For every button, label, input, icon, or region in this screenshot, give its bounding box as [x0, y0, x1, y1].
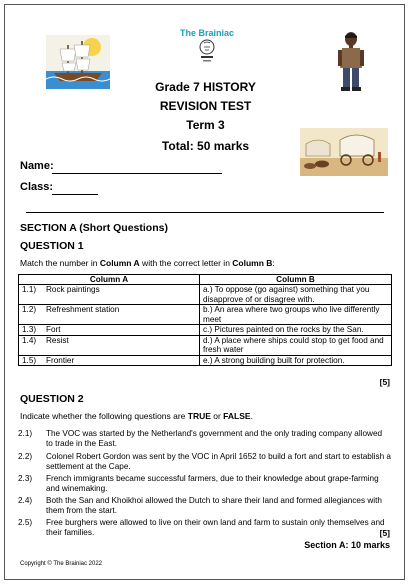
- class-field[interactable]: [52, 194, 98, 195]
- table-row: 1.3) Fort c.) Pictures painted on the rocks by the San.: [19, 325, 392, 336]
- term-title: Term 3: [186, 118, 225, 132]
- q1-marks: [5]: [379, 377, 390, 387]
- col-a-header: Column A: [19, 275, 200, 285]
- section-a-title: SECTION A (Short Questions): [20, 222, 168, 234]
- table-row: 1.1) Rock paintings a.) To oppose (go against) something that you disapprove of or disagree with.: [19, 285, 392, 305]
- test-title: REVISION TEST: [159, 99, 252, 113]
- q1-instruction: Match the number in Column A with the correct letter in Column B:: [20, 258, 275, 268]
- copyright: Copyright © The Brainiac 2022: [20, 561, 103, 567]
- q2-marks: [5]: [379, 528, 390, 538]
- table-row: 1.4) Resist d.) A place where ships could stop to get food and fresh water: [19, 335, 392, 355]
- q2-title: QUESTION 2: [20, 393, 84, 405]
- q2-instruction: Indicate whether the following questions are TRUE or FALSE.: [20, 411, 253, 421]
- ox-wagon-illustration: [300, 128, 388, 176]
- total-marks: Total: 50 marks: [161, 139, 250, 153]
- table-row: 1.2) Refreshment station b.) An area where two groups who live differently meet: [19, 305, 392, 325]
- col-b-header: Column B: [200, 275, 392, 285]
- name-label: Name:: [20, 160, 54, 172]
- table-row: 1.5) Frontier e.) A strong building built for protection.: [19, 355, 392, 366]
- class-label: Class:: [20, 181, 54, 193]
- matching-table: [18, 274, 392, 366]
- divider: [26, 212, 384, 213]
- brand-name: The Brainiac: [180, 28, 235, 38]
- brainiac-logo-icon: [197, 38, 217, 64]
- grade-title: Grade 7 HISTORY: [155, 80, 256, 94]
- name-field[interactable]: [52, 173, 222, 174]
- q1-title: QUESTION 1: [20, 240, 84, 252]
- section-a-total: Section A: 10 marks: [304, 540, 390, 550]
